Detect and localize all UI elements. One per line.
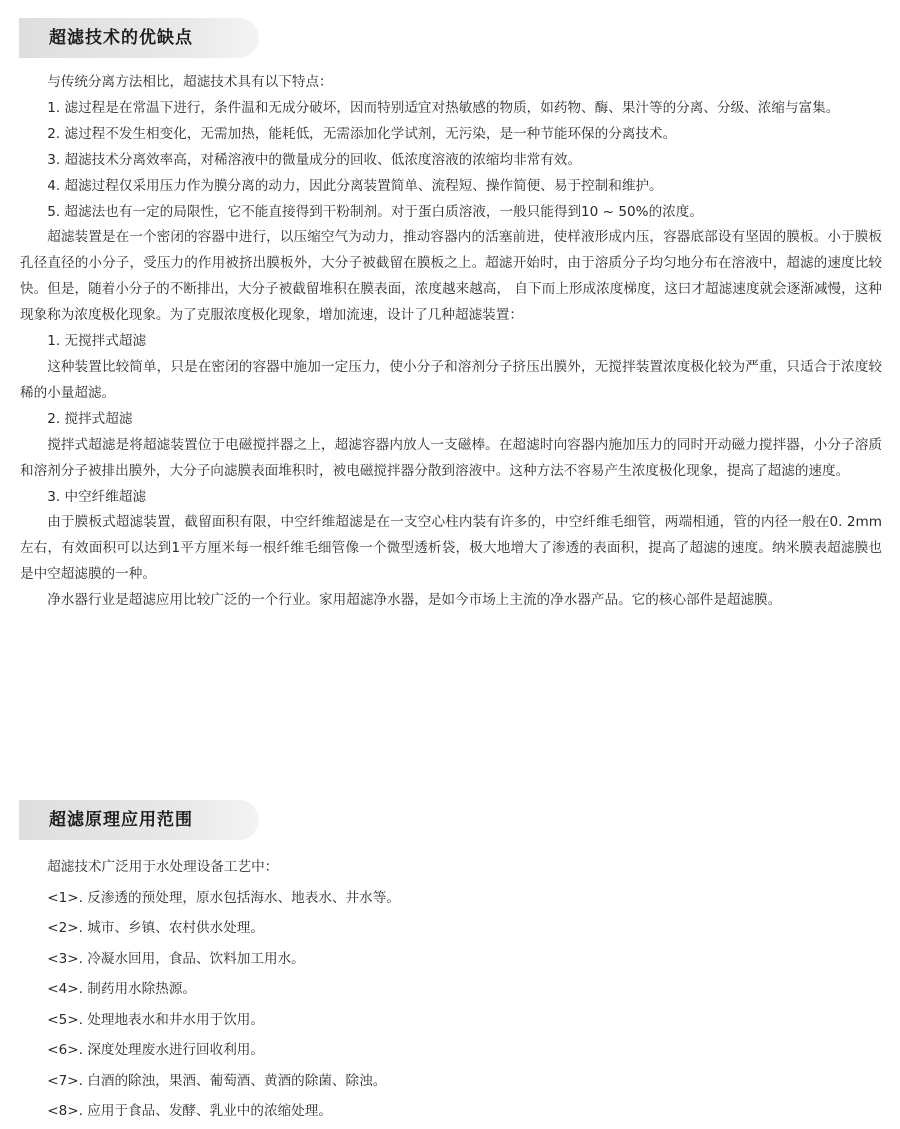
body-paragraph: 搅拌式超滤是将超滤装置位于电磁搅拌器之上，超滤容器内放人一支磁棒。在超滤时向容器内施加压力的同时开动磁力搅拌器，小分子溶质和溶剂分子被排出膜外，大分子向滤膜表面堆积时，被电磁搅拌器分散到溶液中。这种方法不容易产生浓度极化现象，提高了超滤的速度。 [20,436,882,479]
body-paragraph: 由于膜板式超滤装置，截留面积有限，中空纤维超滤是在一支空心柱内装有许多的，中空纤维毛细管，两端相通，管的内径一般在0. 2mm左右，有效面积可以达到1平方厘米每一根纤维毛细管像一个微型透析袋，极大地增大了渗透的表面积，提高了超滤的速度。纳米膜表超滤膜也是中空超滤膜的一种。 [20,514,882,583]
section-applications [0,800,900,1127]
feature-item: 2. 滤过程不发生相变化，无需加热，能耗低，无需添加化学试剂，无污染，是一种节能环保的分离技术。 [47,125,677,142]
feature-item: 5. 超滤法也有一定的局限性，它不能直接得到干粉制剂。对于蛋白质溶液，一般只能得到10 ~ 50%的浓度。 [47,203,703,220]
body-paragraph: 超滤装置是在一个密闭的容器中进行，以压缩空气为动力，推动容器内的活塞前进，使样液形成内压，容器底部设有坚固的膜板。小于膜板孔径直径的小分子，受压力的作用被挤出膜板外，大分子被截留在膜板之上。超滤开始时，由于溶质分子均匀地分布在溶液中，超滤的速度比较快。但是，随着小分子的不断排出，大分子被截留堆积在膜表面，浓度越来越高， 自下而上形成浓度梯度，这曰才超滤速度就会逐渐减慢，这种现象称为浓度极化现象。为了克服浓度极化现象，增加流速，设计了几种超滤装置： [20,229,882,324]
list-item: <3>. 冷凝水回用，食品、饮料加工用水。 [47,950,305,967]
list-item: <8>. 应用于食品、发酵、乳业中的浓缩处理。 [47,1103,332,1119]
list-item: <2>. 城市、乡镇、农村供水处理。 [47,920,264,936]
feature-item: 3. 超滤技术分离效率高，对稀溶液中的微量成分的回收、低浓度溶液的浓缩均非常有效。 [47,151,582,168]
section-heading-bar [19,800,259,840]
list-item: <6>. 深度处理废水进行回收利用。 [47,1042,264,1058]
feature-item: 1. 滤过程是在常温下进行，条件温和无成分破坏，因而特别适宜对热敏感的物质，如药物、酶、果汁等的分离、分级、浓缩与富集。 [47,99,840,116]
subheading: 1. 无搅拌式超滤 [47,333,147,350]
intro-paragraph: 超滤技术广泛用于水处理设备工艺中： [47,859,279,875]
list-item: <5>. 处理地表水和井水用于饮用。 [47,1011,264,1028]
body-paragraph: 净水器行业是超滤应用比较广泛的一个行业。家用超滤净水器，是如今市场上主流的净水器产品。它的核心部件是超滤膜。 [47,592,782,609]
section-advantages [0,18,900,614]
intro-paragraph: 与传统分离方法相比，超滤技术具有以下特点： [47,74,333,90]
subheading: 2. 搅拌式超滤 [47,410,133,427]
subheading: 3. 中空纤维超滤 [47,488,147,505]
list-item: <1>. 反渗透的预处理，原水包括海水、地表水、井水等。 [47,889,400,906]
section-title: 超滤技术的优缺点 [49,28,193,48]
body-paragraph: 这种装置比较简单，只是在密闭的容器中施加一定压力，使小分子和溶剂分子挤压出膜外，无搅拌装置浓度极化较为严重，只适合于浓度较稀的小量超滤。 [20,358,882,401]
section-heading-bar [19,18,259,58]
feature-item: 4. 超滤过程仅采用压力作为膜分离的动力，因此分离装置简单、流程短、操作简便、易于控制和维护。 [47,177,663,194]
section-body [20,70,882,614]
list-item: <4>. 制药用水除热源。 [47,981,197,997]
section-title: 超滤原理应用范围 [49,810,193,830]
list-item: <7>. 白酒的除浊，果酒、葡萄酒、黄酒的除菌、除浊。 [47,1072,387,1089]
section-body [20,852,882,1127]
